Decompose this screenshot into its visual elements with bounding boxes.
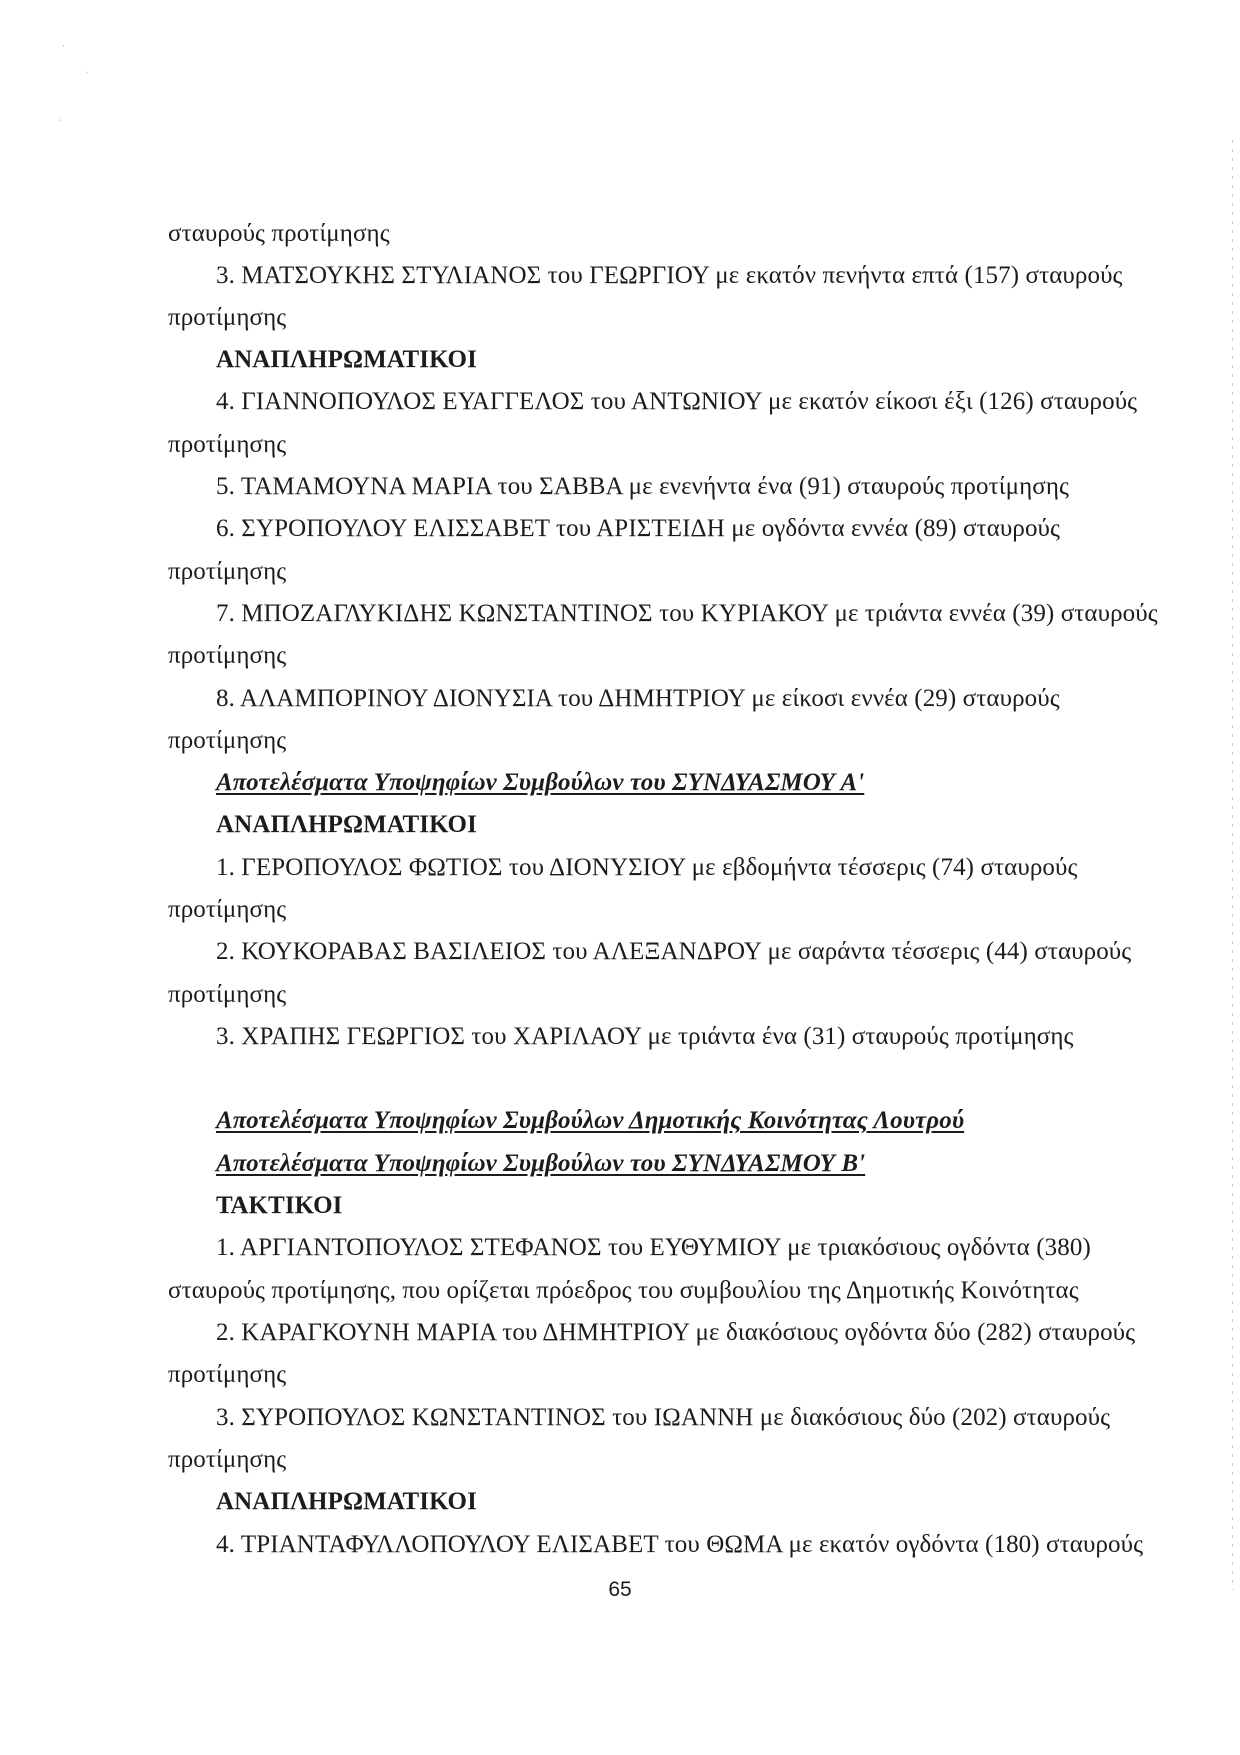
text-line: προτίμησης xyxy=(168,727,287,754)
text-line: προτίμησης xyxy=(168,558,287,585)
section-heading: ΑΝΑΠΛΗΡΩΜΑΤΙΚΟΙ xyxy=(216,811,477,838)
candidate-line: 7. ΜΠΟΖΑΓΛΥΚΙΔΗΣ ΚΩΝΣΤΑΝΤΙΝΟΣ του ΚΥΡΙΑΚΟΥ με τριάντα εννέα (39) σταυρούς xyxy=(216,600,1158,627)
candidate-line: 2. ΚΑΡΑΓΚΟΥΝΗ ΜΑΡΙΑ του ΔΗΜΗΤΡΙΟΥ με διακόσιους ογδόντα δύο (282) σταυρούς xyxy=(216,1319,1136,1346)
text-line: προτίμησης xyxy=(168,981,287,1008)
candidate-line: 3. ΜΑΤΣΟΥΚΗΣ ΣΤΥΛΙΑΝΟΣ του ΓΕΩΡΓΙΟΥ με εκατόν πενήντα επτά (157) σταυρούς xyxy=(216,262,1123,289)
page-number: 65 xyxy=(608,1578,632,1601)
candidate-line: 3. ΧΡΑΠΗΣ ΓΕΩΡΓΙΟΣ του ΧΑΡΙΛΑΟΥ με τριάντα ένα (31) σταυρούς προτίμησης xyxy=(216,1023,1074,1050)
text-line: προτίμησης xyxy=(168,1446,287,1473)
scan-speck: ˎ xyxy=(58,111,61,121)
candidate-line: 4. ΤΡΙΑΝΤΑΦΥΛΛΟΠΟΥΛΟΥ ΕΛΙΣΑΒΕΤ του ΘΩΜΑ με εκατόν ογδόντα (180) σταυρούς xyxy=(216,1531,1144,1558)
candidate-line: 5. ΤΑΜΑΜΟΥΝΑ ΜΑΡΙΑ του ΣΑΒΒΑ με ενενήντα ένα (91) σταυρούς προτίμησης xyxy=(216,473,1069,500)
text-line: προτίμησης xyxy=(168,642,287,669)
scan-speck: ˌ xyxy=(86,63,89,73)
text-line: προτίμησης xyxy=(168,1361,287,1388)
text-line: προτίμησης xyxy=(168,304,287,331)
community-results-heading: Αποτελέσματα Υποψηφίων Συμβούλων Δημοτικής Κοινότητας Λουτρού xyxy=(216,1107,965,1134)
scan-edge-artifact xyxy=(1232,140,1233,1590)
section-heading: ΤΑΚΤΙΚΟΙ xyxy=(216,1192,343,1219)
candidate-line: 4. ΓΙΑΝΝΟΠΟΥΛΟΣ ΕΥΑΓΓΕΛΟΣ του ΑΝΤΩΝΙΟΥ με εκατόν είκοσι έξι (126) σταυρούς xyxy=(216,388,1138,415)
section-heading: ΑΝΑΠΛΗΡΩΜΑΤΙΚΟΙ xyxy=(216,1488,477,1515)
text-line: προτίμησης xyxy=(168,431,287,458)
text-line: προτίμησης xyxy=(168,896,287,923)
candidate-line: 2. ΚΟΥΚΟΡΑΒΑΣ ΒΑΣΙΛΕΙΟΣ του ΑΛΕΞΑΝΔΡΟΥ με σαράντα τέσσερις (44) σταυρούς xyxy=(216,938,1132,965)
section-heading: ΑΝΑΠΛΗΡΩΜΑΤΙΚΟΙ xyxy=(216,346,477,373)
text-line: σταυρούς προτίμησης xyxy=(168,220,390,247)
scan-speck: · xyxy=(62,41,65,51)
candidate-line: 1. ΑΡΓΙΑΝΤΟΠΟΥΛΟΣ ΣΤΕΦΑΝΟΣ του ΕΥΘΥΜΙΟΥ με τριακόσιους ογδόντα (380) xyxy=(216,1234,1091,1261)
results-heading: Αποτελέσματα Υποψηφίων Συμβούλων του ΣΥΝΔΥΑΣΜΟΥ Α' xyxy=(216,769,865,796)
candidate-line: 3. ΣΥΡΟΠΟΥΛΟΣ ΚΩΝΣΤΑΝΤΙΝΟΣ του ΙΩΑΝΝΗ με διακόσιους δύο (202) σταυρούς xyxy=(216,1404,1111,1431)
results-heading: Αποτελέσματα Υποψηφίων Συμβούλων του ΣΥΝΔΥΑΣΜΟΥ Β' xyxy=(216,1150,866,1177)
text-line: σταυρούς προτίμησης, που ορίζεται πρόεδρος του συμβουλίου της Δημοτικής Κοινότητας xyxy=(168,1277,1079,1304)
candidate-line: 8. ΑΛΑΜΠΟΡΙΝΟΥ ΔΙΟΝΥΣΙΑ του ΔΗΜΗΤΡΙΟΥ με είκοσι εννέα (29) σταυρούς xyxy=(216,685,1060,712)
candidate-line: 1. ΓΕΡΟΠΟΥΛΟΣ ΦΩΤΙΟΣ του ΔΙΟΝΥΣΙΟΥ με εβδομήντα τέσσερις (74) σταυρούς xyxy=(216,854,1078,881)
candidate-line: 6. ΣΥΡΟΠΟΥΛΟΥ ΕΛΙΣΣΑΒΕΤ του ΑΡΙΣΤΕΙΔΗ με ογδόντα εννέα (89) σταυρούς xyxy=(216,515,1061,542)
